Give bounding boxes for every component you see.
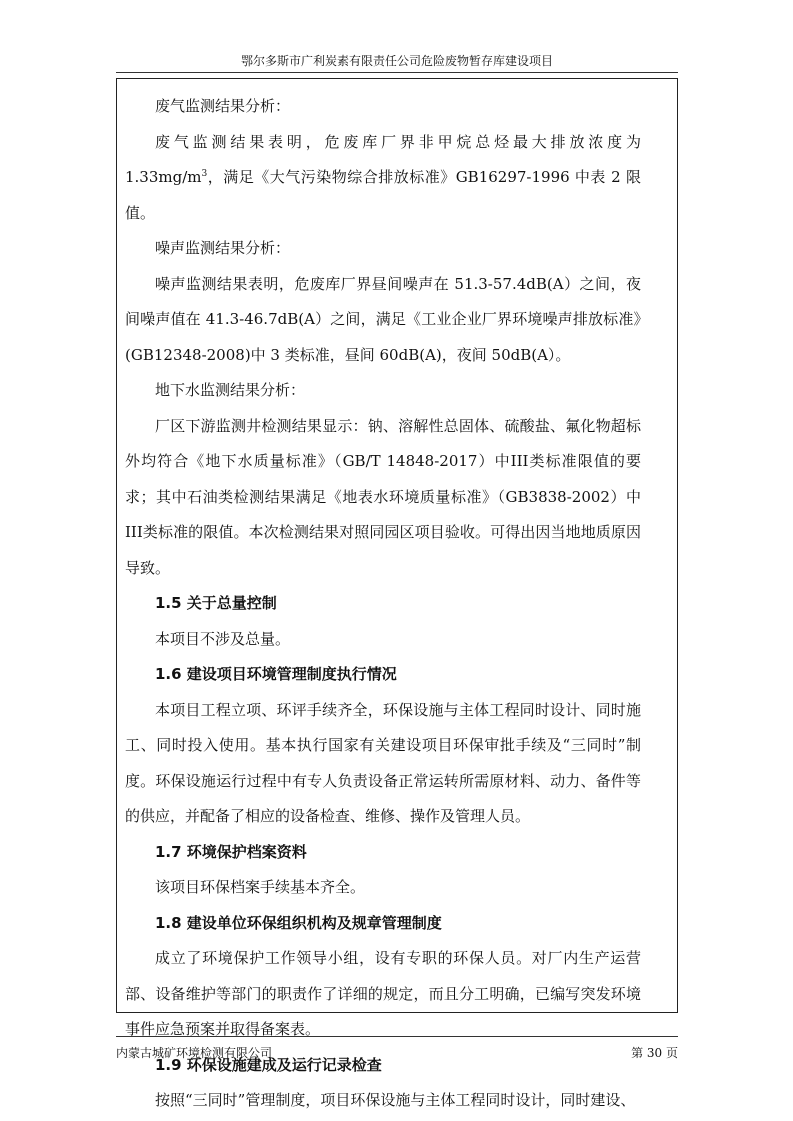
header-title: 鄂尔多斯市广利炭素有限责任公司危险废物暂存库建设项目 [240,54,553,68]
section-heading: 1.8 建设单位环保组织机构及规章管理制度 [155,913,442,932]
paragraph: 按照“三同时”管理制度，项目环保设施与主体工程同时设计，同时建设、 [155,1091,636,1109]
section-heading: 1.5 关于总量控制 [155,594,277,612]
page-footer [116,1036,678,1061]
page-header [116,50,678,73]
paragraph: 噪声监测结果分析： [155,239,291,257]
section-heading: 1.9 环保设施建成及运行记录检查 [155,1055,382,1074]
section-heading: 1.6 建设项目环境管理制度执行情况 [155,665,397,683]
paragraph: 本项目工程立项、环评手续齐全，环保设施与主体工程同时设计、同时施工、同时投入使用。基本执行国家有关建设项目环保审批手续及“三同时”制度。环保设施运行过程中有专人负责设备正常运转所需原材料、动力、备件等的供应，并配备了相应的设备检查、维修、操作及管理人员。 [125,700,641,825]
paragraph: 地下水监测结果分析： [155,381,306,399]
paragraph: 废气监测结果表明，危废库厂界非甲烷总烃最大排放浓度为 $1.33mg/m^3$，满足《大气污染物综合排放标准》GB16297-1996 中表 2 限值。 [125,132,641,222]
document-body [125,89,641,1119]
paragraph: 本项目不涉及总量。 [155,629,291,648]
footer-company: 内蒙古城矿环境检测有限公司 [116,1046,273,1060]
paragraph: 该项目环保档案手续基本齐全。 [155,878,366,896]
page-number: 第 30 页 [631,1046,678,1060]
paragraph: 厂区下游监测井检测结果显示：钠、溶解性总固体、硫酸盐、氟化物超标外均符合《地下水质量标准》（GB/T 14848-2017）中III类标准限值的要求；其中石油类检测结果满足《地表水环境质量标准》（GB3838-2002）中III类标准的限值。本次检测结果对照同园区项目验收。可得出因当地地质原因导致。 [125,416,641,577]
section-heading: 1.7 环境保护档案资料 [155,842,307,861]
paragraph: 噪声监测结果表明，危废库厂界昼间噪声在 51.3-57.4dB(A）之间，夜间噪声值在 41.3-46.7dB(A）之间，满足《工业企业厂界环境噪声排放标准》(GB12348-2008)中 3 类标准，昼间 60dB(A)，夜间 50dB(A）。 [125,274,641,364]
paragraph: 废气监测结果分析： [155,97,291,115]
paragraph: 成立了环境保护工作领导小组，设有专职的环保人员。对厂内生产运营部、设备维护等部门的职责作了详细的规定，而且分工明确，已编写突发环境事件应急预案并取得备案表。 [125,949,641,1038]
